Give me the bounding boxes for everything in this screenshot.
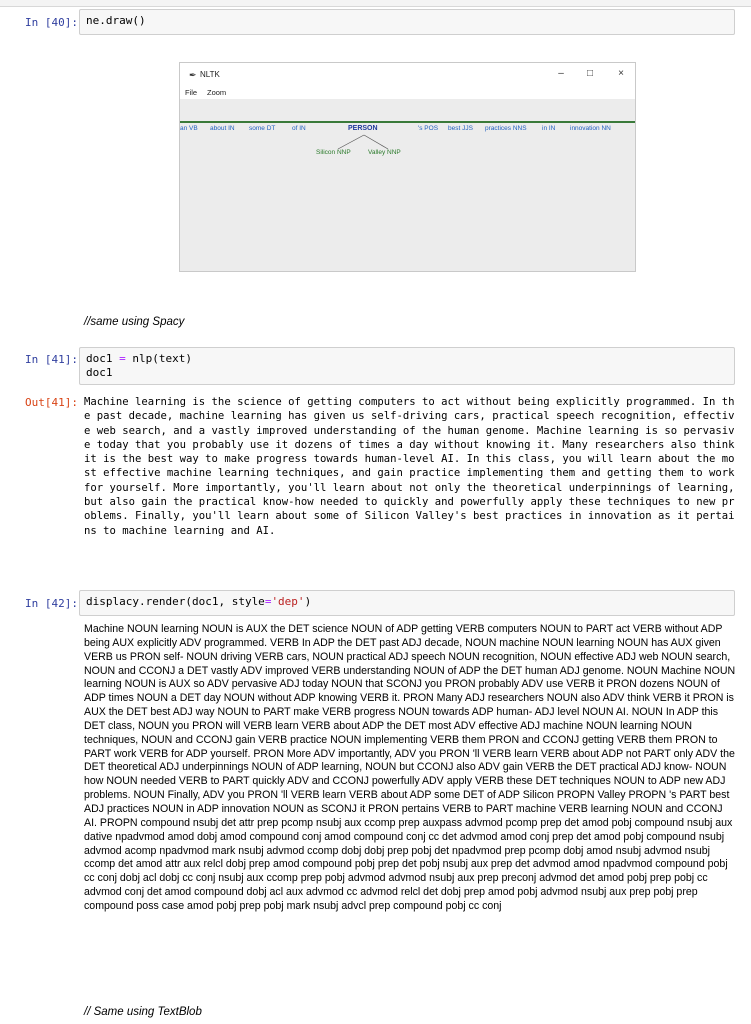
code-text: doc1 <box>86 352 120 365</box>
tree-token: practices NNS <box>485 125 527 132</box>
input-prompt-40: In [40]: <box>25 16 78 29</box>
window-title: NLTK <box>200 70 220 79</box>
toolbar-strip <box>0 0 751 7</box>
markdown-note: // Same using TextBlob <box>84 1006 202 1018</box>
tree-token: 's POS <box>418 125 439 132</box>
tree-leaf: Valley NNP <box>368 149 401 156</box>
menu-zoom[interactable]: Zoom <box>207 88 227 97</box>
code-text: doc1 <box>86 366 113 379</box>
tree-token: about IN <box>210 125 235 132</box>
close-button[interactable]: × <box>618 68 624 79</box>
maximize-button[interactable]: □ <box>586 68 594 79</box>
code-text: ne.draw() <box>86 14 146 27</box>
tree-token: innovation NN <box>570 125 611 132</box>
minimize-button[interactable]: – <box>558 68 564 79</box>
output-prompt-41: Out[41]: <box>25 396 78 409</box>
tree-token: in IN <box>542 125 556 132</box>
tree-label-person: PERSON <box>348 125 378 132</box>
code-cell-41[interactable] <box>79 347 735 385</box>
feather-icon: ✒ <box>189 70 197 80</box>
tree-token: an VB <box>180 125 198 132</box>
code-text: ) <box>304 595 312 608</box>
tree-token: some DT <box>249 125 276 132</box>
code-operator: = <box>119 352 126 365</box>
cell-output-text: Machine learning is the science of getting computers to act without being explicitly programmed. In the past decade, machine learning has given us self-driving cars, practical speech recognition, effective web search, and a vastly improved understanding of the human genome. Machine learning is so pervasive today that you probably use it dozens of times a day without knowing it. Many researchers also think it is the best way to make progress towards human-level AI. In this class, you will learn about the most effective machine learning techniques, and gain practice implementing them and getting them to work for yourself. More importantly, you'll learn about not only the theoretical underpinnings of learning, but also gain the practical know-how needed to quickly and powerfully apply these techniques to new problems. Finally, you'll learn about some of Silicon Valley's best practices in innovation as it pertains to machine learning and AI. <box>84 396 741 537</box>
tree-token: best JJS <box>448 125 473 132</box>
markdown-note: //same using Spacy <box>84 316 185 328</box>
code-text: nlp(text) <box>125 352 192 365</box>
input-prompt-41: In [41]: <box>25 353 78 366</box>
tree-branches <box>180 63 635 271</box>
menu-file[interactable]: File <box>185 88 198 97</box>
nltk-tree-window <box>179 62 636 272</box>
code-string: 'dep' <box>271 595 305 608</box>
displacy-render-output: Machine NOUN learning NOUN is AUX the DET science NOUN of ADP getting VERB computers NOUN to PART act VERB without ADP being AUX explicitly ADV programmed. VERB In ADP the DET past ADJ decade, NOUN machine NOUN learning NOUN has AUX given VERB us PRON self- NOUN driving VERB cars, NOUN practical ADJ speech NOUN recognition, NOUN effective ADJ web NOUN search, NOUN and CCONJ a DET vastly ADV improved VERB understanding NOUN of ADP the DET human ADJ genome. NOUN Machine NOUN learning NOUN is AUX so ADV pervasive ADJ today NOUN that SCONJ you PRON probably ADV use VERB it PRON dozens NOUN of ADP times NOUN a DET day NOUN without ADP knowing VERB it. PRON Many ADJ researchers NOUN also ADV think VERB it PRON is AUX the DET best ADJ way NOUN to PART make VERB progress NOUN towards ADP human- ADJ level NOUN AI. NOUN In ADP this DET class, NOUN you PRON will VERB learn VERB about ADP the DET most ADV effective ADJ machine NOUN learning NOUN techniques, NOUN and CCONJ gain VERB practice NOUN implementing VERB them PRON and CCONJ getting VERB them PRON to PART work VERB for ADP yourself. PRON More ADV importantly, ADV you PRON 'll VERB learn VERB about ADP not PART only ADV the DET theoretical ADJ underpinnings NOUN of ADP learning, NOUN but CCONJ also ADV gain VERB the DET practical ADJ know- NOUN how NOUN needed VERB to PART quickly ADV and CCONJ powerfully ADV apply VERB these DET techniques NOUN to ADP new ADJ problems. NOUN Finally, ADV you PRON 'll VERB learn VERB about ADP some DET of ADP Silicon PROPN Valley PROPN 's PART best ADJ practices NOUN in ADP innovation NOUN as SCONJ it PRON pertains VERB to PART machine VERB learning NOUN and CCONJ AI. PROPN compound nsubj det attr prep pcomp nsubj aux ccomp prep auxpass advmod pcomp prep det amod pobj compound nsubj aux dative npadvmod amod dobj amod compound conj amod compound conj cc det advmod amod conj prep det amod pobj compound nsubj advmod acomp npadvmod mark nsubj advmod ccomp dobj dobj prep pobj det npadvmod prep pcomp dobj amod nsubj advmod nsubj ccomp det amod attr aux relcl dobj prep amod compound pobj prep det pobj nsubj aux prep det advmod amod npadvmod compound pobj cc conj dobj acl dobj cc conj nsubj aux ccomp prep pobj advmod advmod nsubj aux prep preconj advmod det amod pobj prep pobj cc advmod conj det amod compound dobj acl aux advmod cc advmod relcl det dobj prep amod pobj advmod nsubj aux prep pobj prep compound poss case amod pobj prep pobj mark nsubj advcl prep compound pobj cc conj <box>84 623 736 912</box>
code-text: displacy.render(doc1, style <box>86 595 265 608</box>
code-cell-40[interactable] <box>79 9 735 35</box>
tree-leaf: Silicon NNP <box>316 149 351 156</box>
input-prompt-42: In [42]: <box>25 597 78 610</box>
tree-token: of IN <box>292 125 306 132</box>
code-cell-42[interactable] <box>79 590 735 616</box>
code-operator: = <box>264 595 272 608</box>
